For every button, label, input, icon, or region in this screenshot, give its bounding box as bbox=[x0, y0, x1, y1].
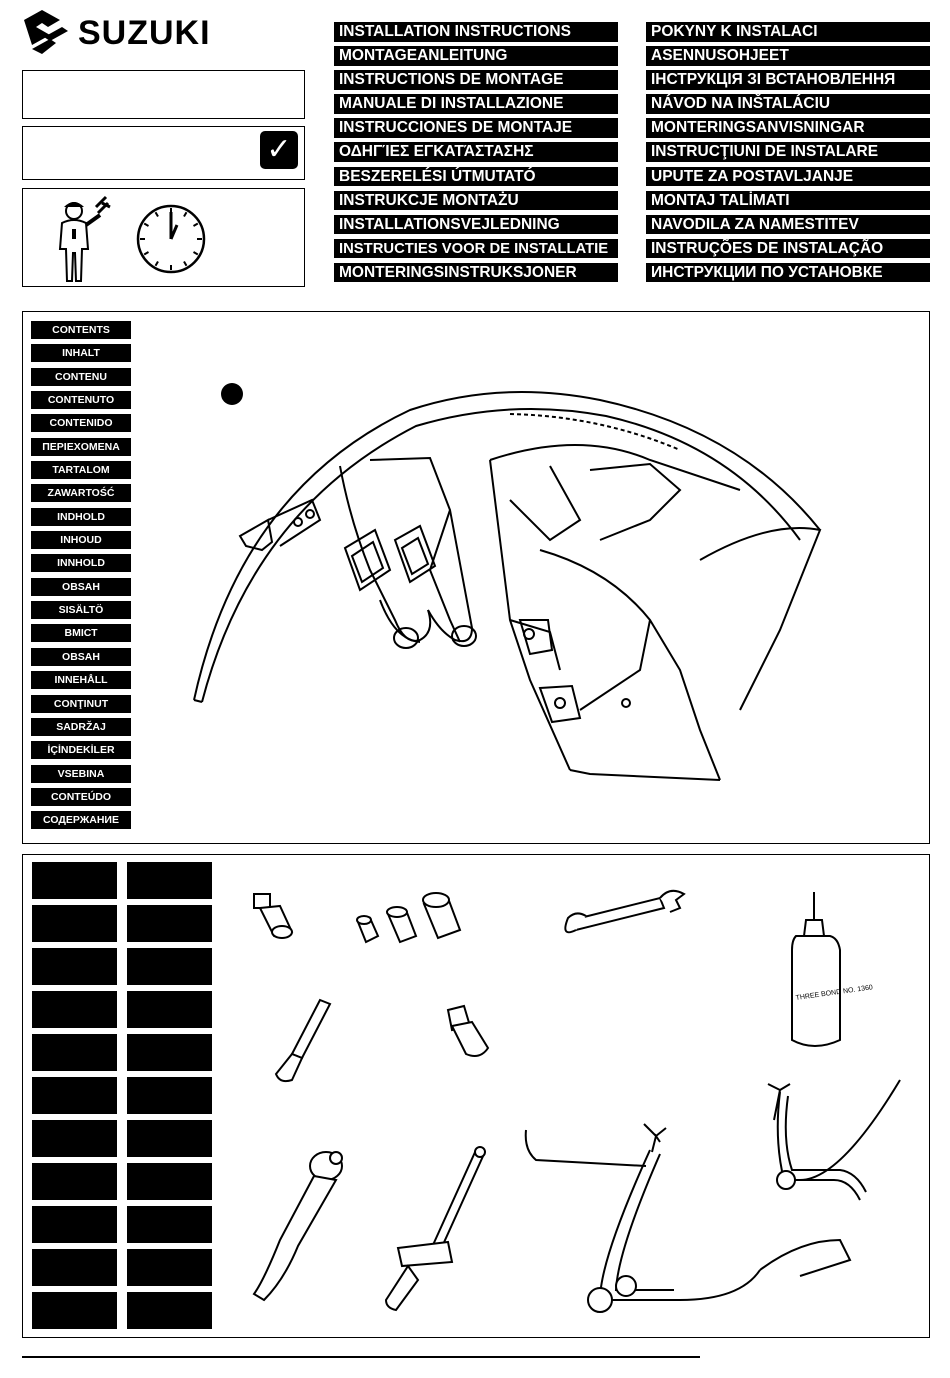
blank-field-2 bbox=[22, 126, 305, 180]
extension-bar-icon bbox=[276, 1000, 330, 1081]
grid-cell bbox=[32, 905, 117, 942]
lang-title: ΟΔΗΓΊΕΣ ΕΓΚΑΤΆΣΤΑΣΗΣ bbox=[334, 142, 618, 162]
lang-title: INSTRUCTIONS DE MONTAGE bbox=[334, 70, 618, 90]
lang-title: INSTRUÇÕES DE INSTALAÇÃO bbox=[646, 239, 930, 259]
contents-label: INHALT bbox=[31, 344, 131, 362]
socket-set-icon bbox=[357, 893, 460, 942]
grid-cell bbox=[127, 1034, 212, 1071]
threadlocker-bottle-icon bbox=[792, 892, 873, 1046]
grid-cell bbox=[127, 1249, 212, 1286]
contents-label: OBSAH bbox=[31, 578, 131, 596]
grid-cell bbox=[127, 1163, 212, 1200]
check-icon: ✓ bbox=[260, 131, 298, 169]
contents-label: CONTEÚDO bbox=[31, 788, 131, 806]
lang-title: UPUTE ZA POSTAVLJANJE bbox=[646, 167, 930, 187]
contents-label: CONTENU bbox=[31, 368, 131, 386]
grid-cell bbox=[127, 862, 212, 899]
lang-title: ІНСТРУКЦІЯ ЗІ ВСТАНОВЛЕННЯ bbox=[646, 70, 930, 90]
open-wrench-icon bbox=[565, 891, 684, 932]
paddock-stand-icon bbox=[526, 1080, 900, 1312]
contents-label: SISÄLTÖ bbox=[31, 601, 131, 619]
contents-label: INDHOLD bbox=[31, 508, 131, 526]
contents-labels bbox=[31, 321, 131, 835]
grid-cell bbox=[32, 948, 117, 985]
lang-title: NÁVOD NA INŠTALÁCIU bbox=[646, 94, 930, 114]
lang-title: ИНСТРУКЦИИ ПО УСТАНОВКЕ bbox=[646, 263, 930, 283]
torque-wrench-icon bbox=[386, 1147, 485, 1310]
contents-label: INNHOLD bbox=[31, 554, 131, 572]
lang-title: BESZERELÉSI ÚTMUTATÓ bbox=[334, 167, 618, 187]
lang-title: INSTALLATIONSVEJLEDNING bbox=[334, 215, 618, 235]
bottle-label: THREE BOND NO. 1360 bbox=[795, 984, 874, 1002]
footer-rule bbox=[22, 1356, 700, 1358]
grid-cell bbox=[32, 1249, 117, 1286]
grid-cell bbox=[127, 1206, 212, 1243]
ratchet-icon bbox=[254, 1152, 342, 1300]
grid-cell bbox=[127, 1120, 212, 1157]
grid-cell bbox=[127, 905, 212, 942]
grid-cell bbox=[32, 862, 117, 899]
grid-cell bbox=[32, 1120, 117, 1157]
lang-title: MONTAGEANLEITUNG bbox=[334, 46, 618, 66]
contents-label: CONŢINUT bbox=[31, 695, 131, 713]
part-marker-icon bbox=[221, 383, 243, 405]
languages-left bbox=[334, 22, 618, 287]
grid-cell bbox=[127, 1292, 212, 1329]
grid-cell bbox=[32, 991, 117, 1028]
grid-cell bbox=[32, 1292, 117, 1329]
grid-cell bbox=[32, 1206, 117, 1243]
grid-cell bbox=[32, 1077, 117, 1114]
clock-icon bbox=[135, 203, 207, 275]
lang-title: MONTERINGSANVISNINGAR bbox=[646, 118, 930, 138]
grid-cell bbox=[32, 1163, 117, 1200]
contents-label: OBSAH bbox=[31, 648, 131, 666]
contents-label: ВМІСТ bbox=[31, 624, 131, 642]
lang-title: INSTRUKCJE MONTAŻU bbox=[334, 191, 618, 211]
lang-title: INSTRUCCIONES DE MONTAJE bbox=[334, 118, 618, 138]
lang-title: NAVODILA ZA NAMESTITEV bbox=[646, 215, 930, 235]
contents-label: INHOUD bbox=[31, 531, 131, 549]
contents-label: VSEBINA bbox=[31, 765, 131, 783]
contents-label: INNEHÅLL bbox=[31, 671, 131, 689]
lang-title: MANUALE DI INSTALLAZIONE bbox=[334, 94, 618, 114]
grid-cell bbox=[32, 1034, 117, 1071]
suzuki-logo bbox=[20, 10, 260, 58]
blank-field-1 bbox=[22, 70, 305, 119]
front-fender-illustration bbox=[180, 370, 840, 790]
brand-name: SUZUKI bbox=[78, 14, 211, 52]
contents-label: CONTENIDO bbox=[31, 414, 131, 432]
lang-title: INSTALLATION INSTRUCTIONS bbox=[334, 22, 618, 42]
grid-cell bbox=[127, 1077, 212, 1114]
contents-label: İÇİNDEKİLER bbox=[31, 741, 131, 759]
hex-adapter-icon bbox=[448, 1006, 488, 1056]
tools-illustration bbox=[240, 880, 930, 1320]
time-box bbox=[22, 188, 305, 287]
contents-label: СОДЕРЖАНИЕ bbox=[31, 811, 131, 829]
suzuki-s-icon bbox=[20, 10, 72, 54]
lang-title: INSTRUCŢIUNI DE INSTALARE bbox=[646, 142, 930, 162]
lang-title: MONTAJ TALİMATI bbox=[646, 191, 930, 211]
grid-cell bbox=[127, 948, 212, 985]
lang-title: INSTRUCTIES VOOR DE INSTALLATIE bbox=[334, 239, 618, 259]
contents-label: SADRŽAJ bbox=[31, 718, 131, 736]
mechanic-icon bbox=[48, 193, 118, 285]
contents-label: ΠΕΡΙΕΧΟΜΕΝΑ bbox=[31, 438, 131, 456]
grid-cell bbox=[127, 991, 212, 1028]
contents-label: CONTENTS bbox=[31, 321, 131, 339]
socket-adapter-icon bbox=[254, 894, 292, 938]
contents-label: CONTENUTO bbox=[31, 391, 131, 409]
contents-label: ZAWARTOŚĆ bbox=[31, 484, 131, 502]
lang-title: MONTERINGSINSTRUKSJONER bbox=[334, 263, 618, 283]
lang-title: POKYNY K INSTALACI bbox=[646, 22, 930, 42]
languages-right bbox=[646, 22, 930, 287]
contents-label: TARTALOM bbox=[31, 461, 131, 479]
lang-title: ASENNUSOHJEET bbox=[646, 46, 930, 66]
